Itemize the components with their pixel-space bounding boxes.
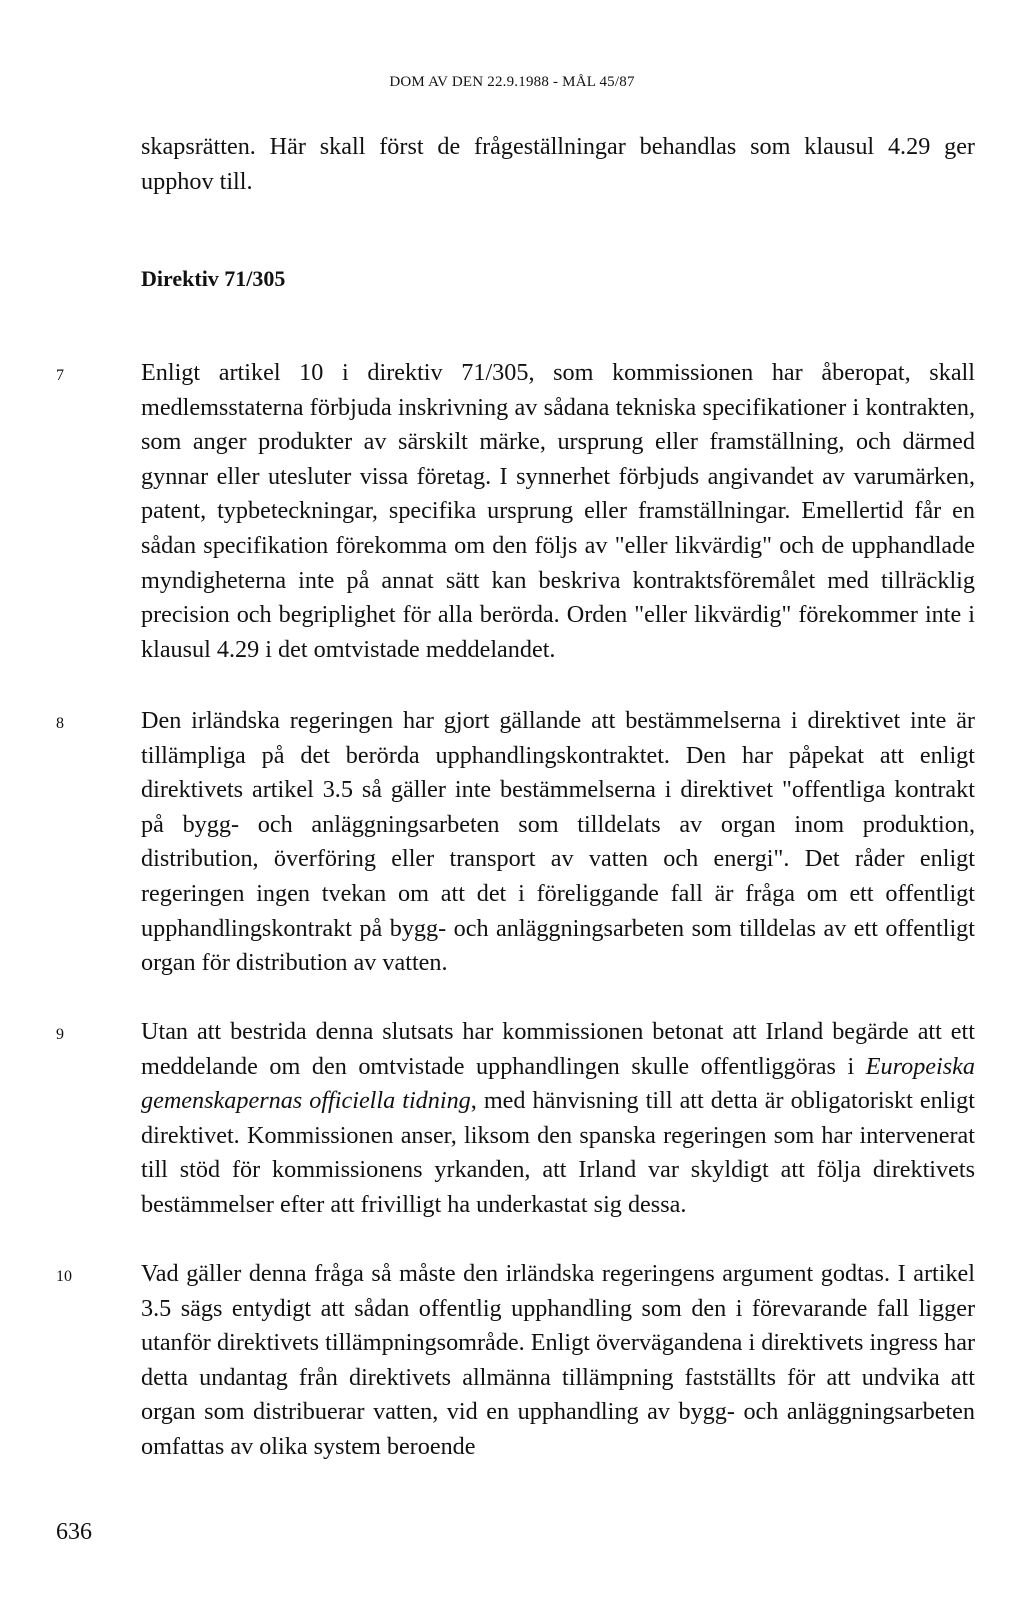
page-number: 636 — [56, 1519, 92, 1545]
paragraph-text-segment: Utan att bestrida denna slutsats har kommissionen betonat att Irland begärde att ett meddelande om den omtvistade upphandlingen skulle offentliggöras i — [141, 1018, 975, 1080]
paragraph-text — [141, 1015, 975, 1223]
running-header: DOM AV DEN 22.9.1988 - MÅL 45/87 — [389, 74, 635, 90]
paragraph-number: 10 — [56, 1268, 72, 1285]
section-heading: Direktiv 71/305 — [141, 266, 286, 291]
paragraph-text: Enligt artikel 10 i direktiv 71/305, som kommissionen har åberopat, skall medlemsstaterna förbjuda inskrivning av sådana tekniska specifikationer i kontrakten, som anger produkter av särskilt märke, ursprung eller framställning, och därmed gynnar eller utesluter vissa företag. I synnerhet förbjuds angivandet av varumärken, patent, typbeteckningar, specifika ursprung eller framställningar. Emellertid får en sådan specifikation förekomma om den följs av "eller likvärdig" och de upphandlade myndigheterna inte på annat sätt kan beskriva kontraktsföremålet med tillräcklig precision och begriplighet för alla berörda. Orden "eller likvärdig" förekommer inte i klausul 4.29 i det omtvistade meddelandet. — [141, 359, 975, 663]
paragraph-number: 9 — [56, 1026, 64, 1043]
paragraph-text: Vad gäller denna fråga så måste den irländska regeringens argument godtas. I artikel 3.5 sägs entydigt att sådan offentlig upphandling som den i förevarande fall ligger utanför direktivets tillämpningsområde. Enligt övervägandena i direktivets ingress har detta undantag från direktivets allmänna tillämpning fastställts för att undvika att organ som distribuerar vatten, vid en upphandling av bygg- och anläggningsarbeten omfattas av olika system beroende — [141, 1260, 975, 1460]
paragraph-number: 8 — [56, 715, 64, 732]
journal-title-italic: Europeiska gemenskapernas officiella tidning — [141, 1052, 975, 1115]
paragraph-text-segment: , med hänvisning till att detta är obligatoriskt enligt direktivet. Kommissionen anser, liksom den spanska regeringen som har intervenerat till stöd för kommissionens yrkanden, att Irland var skyldigt att följa direktivets bestämmelser efter att frivilligt ha underkastat sig dessa. — [141, 1087, 975, 1218]
paragraph-number: 7 — [56, 367, 64, 384]
paragraph-text: Den irländska regeringen har gjort gällande att bestämmelserna i direktivet inte är tillämpliga på det berörda upphandlingskontraktet. Den har påpekat att enligt direktivets artikel 3.5 så gäller inte bestämmelserna i direktivet "offentliga kontrakt på bygg- och anläggningsarbeten som tilldelats av organ inom produktion, distribution, överföring eller transport av vatten och energi". Det råder enligt regeringen ingen tvekan om att det i föreliggande fall är fråga om ett offentligt upphandlingskontrakt på bygg- och anläggningsarbeten som tilldelas av ett offentligt organ för distribution av vatten. — [141, 707, 975, 977]
intro-paragraph: skapsrätten. Här skall först de frågeställningar behandlas som klausul 4.29 ger upphov till. — [141, 133, 975, 195]
